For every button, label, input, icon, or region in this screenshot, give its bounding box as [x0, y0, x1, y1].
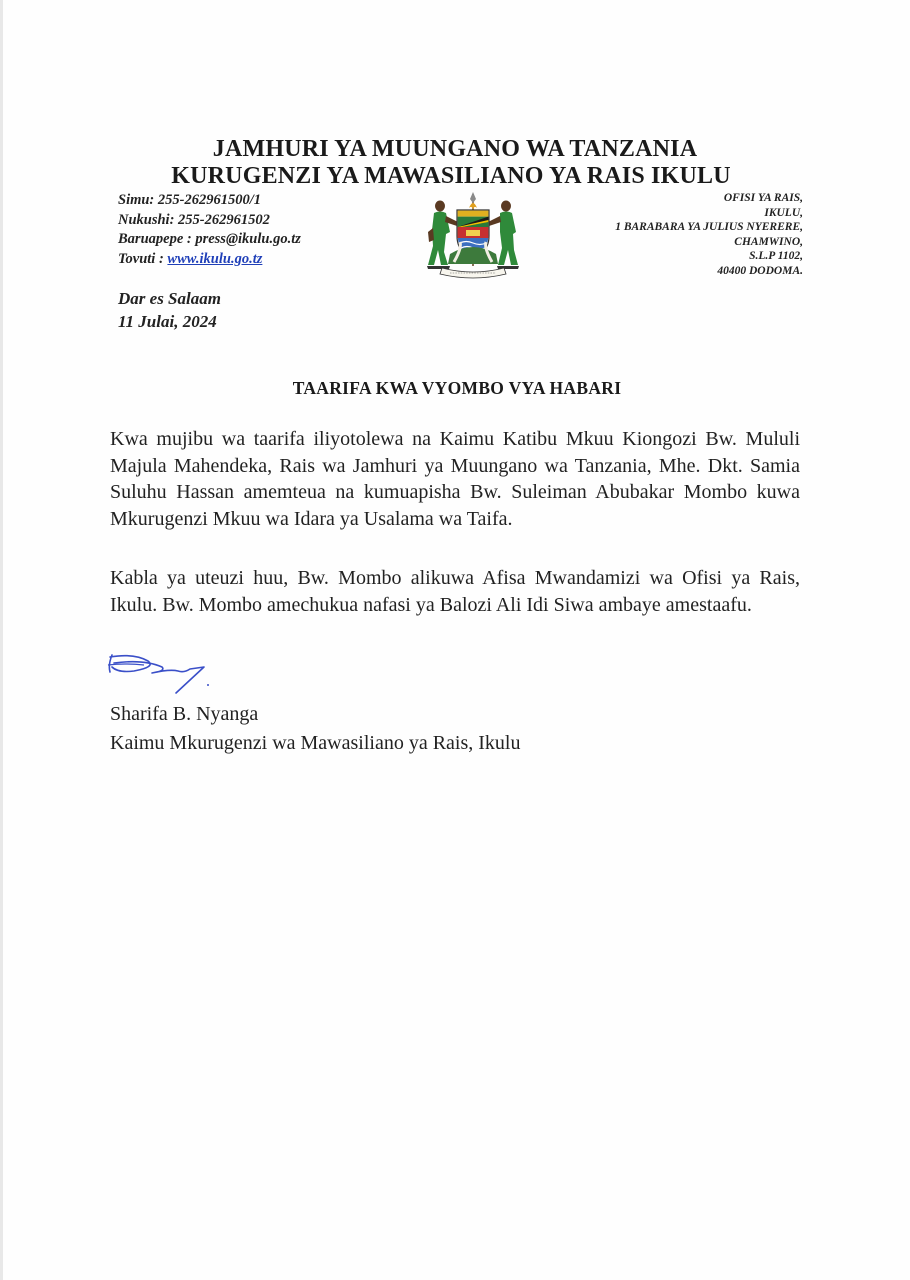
body-paragraph-2: Kabla ya uteuzi huu, Bw. Mombo alikuwa Afisa Mwandamizi wa Ofisi ya Rais, Ikulu. Bw. Mombo amechukua nafasi ya Balozi Ali Idi Siwa ambaye amestaafu.: [110, 567, 800, 616]
signatory-name: Sharifa B. Nyanga: [110, 703, 259, 725]
handwritten-signature: [104, 645, 214, 697]
address-block: [615, 191, 803, 279]
fax-text: Nukushi: 255-262961502: [118, 211, 270, 228]
website-label: Tovuti :: [118, 250, 168, 267]
dateline-date: 11 Julai, 2024: [118, 312, 217, 331]
document-heading: TAARIFA KWA VYOMBO VYA HABARI: [292, 378, 622, 398]
email-text: Baruapepe : press@ikulu.go.tz: [118, 231, 301, 247]
header-title-line2: KURUGENZI YA MAWASILIANO YA RAIS IKULU: [171, 163, 731, 189]
address-line5: S.L.P 1102,: [749, 250, 803, 263]
signatory-block: [110, 700, 520, 758]
phone-text: Simu: 255-262961500/1: [118, 192, 261, 208]
dateline: [118, 287, 221, 333]
address-line1: OFISI YA RAIS,: [723, 192, 803, 204]
address-line4: CHAMWINO,: [734, 235, 803, 248]
website-link[interactable]: www.ikulu.go.tz: [167, 250, 263, 267]
contact-block: [118, 191, 301, 269]
website-line: [118, 250, 301, 270]
page-edge: [0, 0, 3, 1280]
address-line2: IKULU,: [764, 206, 803, 219]
address-line6: 40400 DODOMA.: [717, 264, 803, 277]
dateline-place: Dar es Salaam: [118, 289, 221, 308]
body-paragraph-1: Kwa mujibu wa taarifa iliyotolewa na Kaimu Katibu Mkuu Kiongozi Bw. Mululi Majula Mahendeka, Rais wa Jamhuri ya Muungano wa Tanzania, Mhe. Dkt. Samia Suluhu Hassan amemteua na kumuapisha Bw. Suleiman Abubakar Mombo kuwa Mkurugenzi Mkuu wa Idara ya Usalama wa Taifa.: [110, 428, 800, 530]
address-line3: 1 BARABARA YA JULIUS NYERERE,: [615, 221, 803, 234]
signatory-title: Kaimu Mkurugenzi wa Mawasiliano ya Rais, Ikulu: [110, 732, 521, 754]
coat-of-arms-icon: [424, 192, 522, 280]
header-title-line1: JAMHURI YA MUUNGANO WA TANZANIA: [212, 136, 698, 162]
